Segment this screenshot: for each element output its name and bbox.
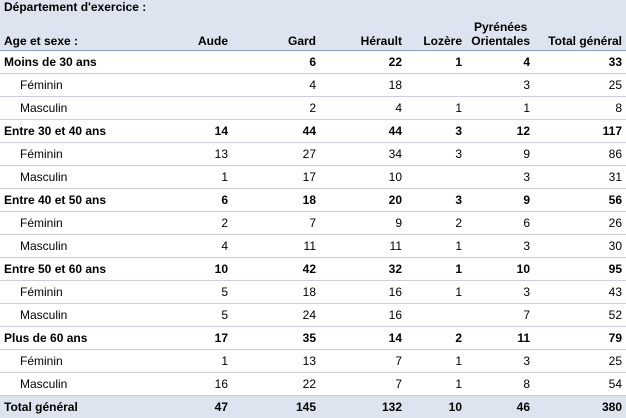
value-cell: 8 bbox=[466, 373, 534, 396]
value-cell: 52 bbox=[534, 304, 626, 327]
value-cell: 26 bbox=[534, 212, 626, 235]
value-cell: 11 bbox=[466, 327, 534, 350]
group-row[interactable] bbox=[0, 327, 626, 350]
value-cell: 22 bbox=[320, 51, 406, 74]
value-cell: 18 bbox=[320, 74, 406, 97]
value-cell: 17 bbox=[232, 166, 320, 189]
value-cell: 22 bbox=[232, 373, 320, 396]
column-header-pyrenees-orientales[interactable] bbox=[466, 20, 534, 51]
value-cell: 9 bbox=[320, 212, 406, 235]
value-cell: 17 bbox=[168, 327, 232, 350]
value-cell: 13 bbox=[232, 350, 320, 373]
value-cell: 1 bbox=[406, 258, 466, 281]
value-cell bbox=[168, 51, 232, 74]
value-cell: 32 bbox=[320, 258, 406, 281]
value-cell: 7 bbox=[320, 350, 406, 373]
grand-total-cell: 47 bbox=[168, 396, 232, 418]
value-cell: 6 bbox=[466, 212, 534, 235]
grand-total-cell: 10 bbox=[406, 396, 466, 418]
value-cell: 30 bbox=[534, 235, 626, 258]
value-cell: 43 bbox=[534, 281, 626, 304]
value-cell: 7 bbox=[320, 373, 406, 396]
value-cell: 56 bbox=[534, 189, 626, 212]
value-cell bbox=[406, 74, 466, 97]
grand-total-label: Total général bbox=[0, 396, 168, 418]
value-cell: 2 bbox=[406, 327, 466, 350]
value-cell: 6 bbox=[232, 51, 320, 74]
subgroup-row[interactable] bbox=[0, 304, 626, 327]
subgroup-row[interactable] bbox=[0, 373, 626, 396]
value-cell: 35 bbox=[232, 327, 320, 350]
value-cell: 8 bbox=[534, 97, 626, 120]
value-cell: 1 bbox=[406, 97, 466, 120]
subgroup-row[interactable] bbox=[0, 97, 626, 120]
value-cell: 24 bbox=[232, 304, 320, 327]
value-cell: 14 bbox=[320, 327, 406, 350]
pyrenees-line-1: Pyrénées bbox=[474, 20, 527, 34]
value-cell bbox=[168, 97, 232, 120]
department-filter-row bbox=[0, 0, 626, 20]
value-cell: 4 bbox=[320, 97, 406, 120]
subgroup-row[interactable] bbox=[0, 350, 626, 373]
value-cell bbox=[406, 166, 466, 189]
subgroup-label: Masculin bbox=[0, 97, 168, 120]
value-cell: 16 bbox=[320, 281, 406, 304]
value-cell: 12 bbox=[466, 120, 534, 143]
table-body bbox=[0, 51, 626, 396]
age-sex-field-label[interactable]: Age et sexe : bbox=[0, 20, 168, 51]
value-cell: 4 bbox=[232, 74, 320, 97]
value-cell: 34 bbox=[320, 143, 406, 166]
value-cell: 33 bbox=[534, 51, 626, 74]
value-cell: 5 bbox=[168, 281, 232, 304]
value-cell: 1 bbox=[168, 166, 232, 189]
value-cell: 3 bbox=[406, 143, 466, 166]
column-header-gard[interactable]: Gard bbox=[232, 20, 320, 51]
value-cell: 10 bbox=[466, 258, 534, 281]
value-cell: 44 bbox=[232, 120, 320, 143]
value-cell: 1 bbox=[406, 350, 466, 373]
subgroup-row[interactable] bbox=[0, 212, 626, 235]
value-cell: 3 bbox=[406, 120, 466, 143]
value-cell: 3 bbox=[466, 166, 534, 189]
group-row[interactable] bbox=[0, 258, 626, 281]
grand-total-row bbox=[0, 396, 626, 418]
subgroup-row[interactable] bbox=[0, 235, 626, 258]
grand-total-cell: 145 bbox=[232, 396, 320, 418]
grand-total-cell: 132 bbox=[320, 396, 406, 418]
group-label[interactable]: Entre 50 et 60 ans bbox=[0, 258, 168, 281]
subgroup-label: Féminin bbox=[0, 281, 168, 304]
value-cell: 86 bbox=[534, 143, 626, 166]
value-cell: 1 bbox=[406, 51, 466, 74]
value-cell: 16 bbox=[168, 373, 232, 396]
value-cell: 3 bbox=[466, 235, 534, 258]
group-label[interactable]: Moins de 30 ans bbox=[0, 51, 168, 74]
value-cell: 25 bbox=[534, 74, 626, 97]
subgroup-row[interactable] bbox=[0, 166, 626, 189]
value-cell: 2 bbox=[406, 212, 466, 235]
column-header-lozere[interactable]: Lozère bbox=[406, 20, 466, 51]
value-cell: 25 bbox=[534, 350, 626, 373]
value-cell: 10 bbox=[320, 166, 406, 189]
value-cell: 4 bbox=[466, 51, 534, 74]
value-cell: 4 bbox=[168, 235, 232, 258]
value-cell: 6 bbox=[168, 189, 232, 212]
group-row[interactable] bbox=[0, 51, 626, 74]
group-row[interactable] bbox=[0, 120, 626, 143]
value-cell: 1 bbox=[168, 350, 232, 373]
subgroup-label: Masculin bbox=[0, 166, 168, 189]
value-cell: 2 bbox=[232, 97, 320, 120]
table-footer bbox=[0, 396, 626, 418]
value-cell: 3 bbox=[406, 189, 466, 212]
value-cell: 3 bbox=[466, 350, 534, 373]
column-header-row bbox=[0, 20, 626, 51]
group-label[interactable]: Entre 30 et 40 ans bbox=[0, 120, 168, 143]
value-cell: 14 bbox=[168, 120, 232, 143]
subgroup-label: Masculin bbox=[0, 235, 168, 258]
department-field-label[interactable]: Département d'exercice : bbox=[0, 0, 626, 20]
value-cell: 1 bbox=[406, 373, 466, 396]
value-cell: 7 bbox=[466, 304, 534, 327]
value-cell: 31 bbox=[534, 166, 626, 189]
pyrenees-line-2: Orientales bbox=[471, 34, 530, 48]
table-header bbox=[0, 0, 626, 51]
value-cell: 1 bbox=[466, 97, 534, 120]
value-cell: 2 bbox=[168, 212, 232, 235]
subgroup-label: Féminin bbox=[0, 143, 168, 166]
value-cell: 9 bbox=[466, 143, 534, 166]
column-header-total[interactable]: Total général bbox=[534, 20, 626, 51]
value-cell: 13 bbox=[168, 143, 232, 166]
value-cell: 11 bbox=[232, 235, 320, 258]
value-cell: 3 bbox=[466, 281, 534, 304]
value-cell: 117 bbox=[534, 120, 626, 143]
value-cell: 5 bbox=[168, 304, 232, 327]
value-cell: 7 bbox=[232, 212, 320, 235]
value-cell: 79 bbox=[534, 327, 626, 350]
value-cell: 9 bbox=[466, 189, 534, 212]
subgroup-row[interactable] bbox=[0, 143, 626, 166]
value-cell: 10 bbox=[168, 258, 232, 281]
grand-total-cell: 46 bbox=[466, 396, 534, 418]
group-row[interactable] bbox=[0, 189, 626, 212]
value-cell: 44 bbox=[320, 120, 406, 143]
subgroup-label: Féminin bbox=[0, 350, 168, 373]
value-cell: 1 bbox=[406, 235, 466, 258]
subgroup-row[interactable] bbox=[0, 281, 626, 304]
value-cell: 95 bbox=[534, 258, 626, 281]
group-label[interactable]: Plus de 60 ans bbox=[0, 327, 168, 350]
value-cell: 54 bbox=[534, 373, 626, 396]
value-cell: 20 bbox=[320, 189, 406, 212]
value-cell bbox=[406, 304, 466, 327]
value-cell: 16 bbox=[320, 304, 406, 327]
group-label[interactable]: Entre 40 et 50 ans bbox=[0, 189, 168, 212]
subgroup-label: Masculin bbox=[0, 304, 168, 327]
value-cell bbox=[168, 74, 232, 97]
value-cell: 3 bbox=[466, 74, 534, 97]
value-cell: 27 bbox=[232, 143, 320, 166]
subgroup-label: Féminin bbox=[0, 74, 168, 97]
subgroup-label: Masculin bbox=[0, 373, 168, 396]
pyrenees-orientales-label bbox=[471, 20, 530, 48]
column-header-aude[interactable]: Aude bbox=[168, 20, 232, 51]
value-cell: 18 bbox=[232, 189, 320, 212]
value-cell: 42 bbox=[232, 258, 320, 281]
value-cell: 18 bbox=[232, 281, 320, 304]
subgroup-row[interactable] bbox=[0, 74, 626, 97]
value-cell: 11 bbox=[320, 235, 406, 258]
subgroup-label: Féminin bbox=[0, 212, 168, 235]
grand-total-cell: 380 bbox=[534, 396, 626, 418]
value-cell: 1 bbox=[406, 281, 466, 304]
column-header-herault[interactable]: Hérault bbox=[320, 20, 406, 51]
